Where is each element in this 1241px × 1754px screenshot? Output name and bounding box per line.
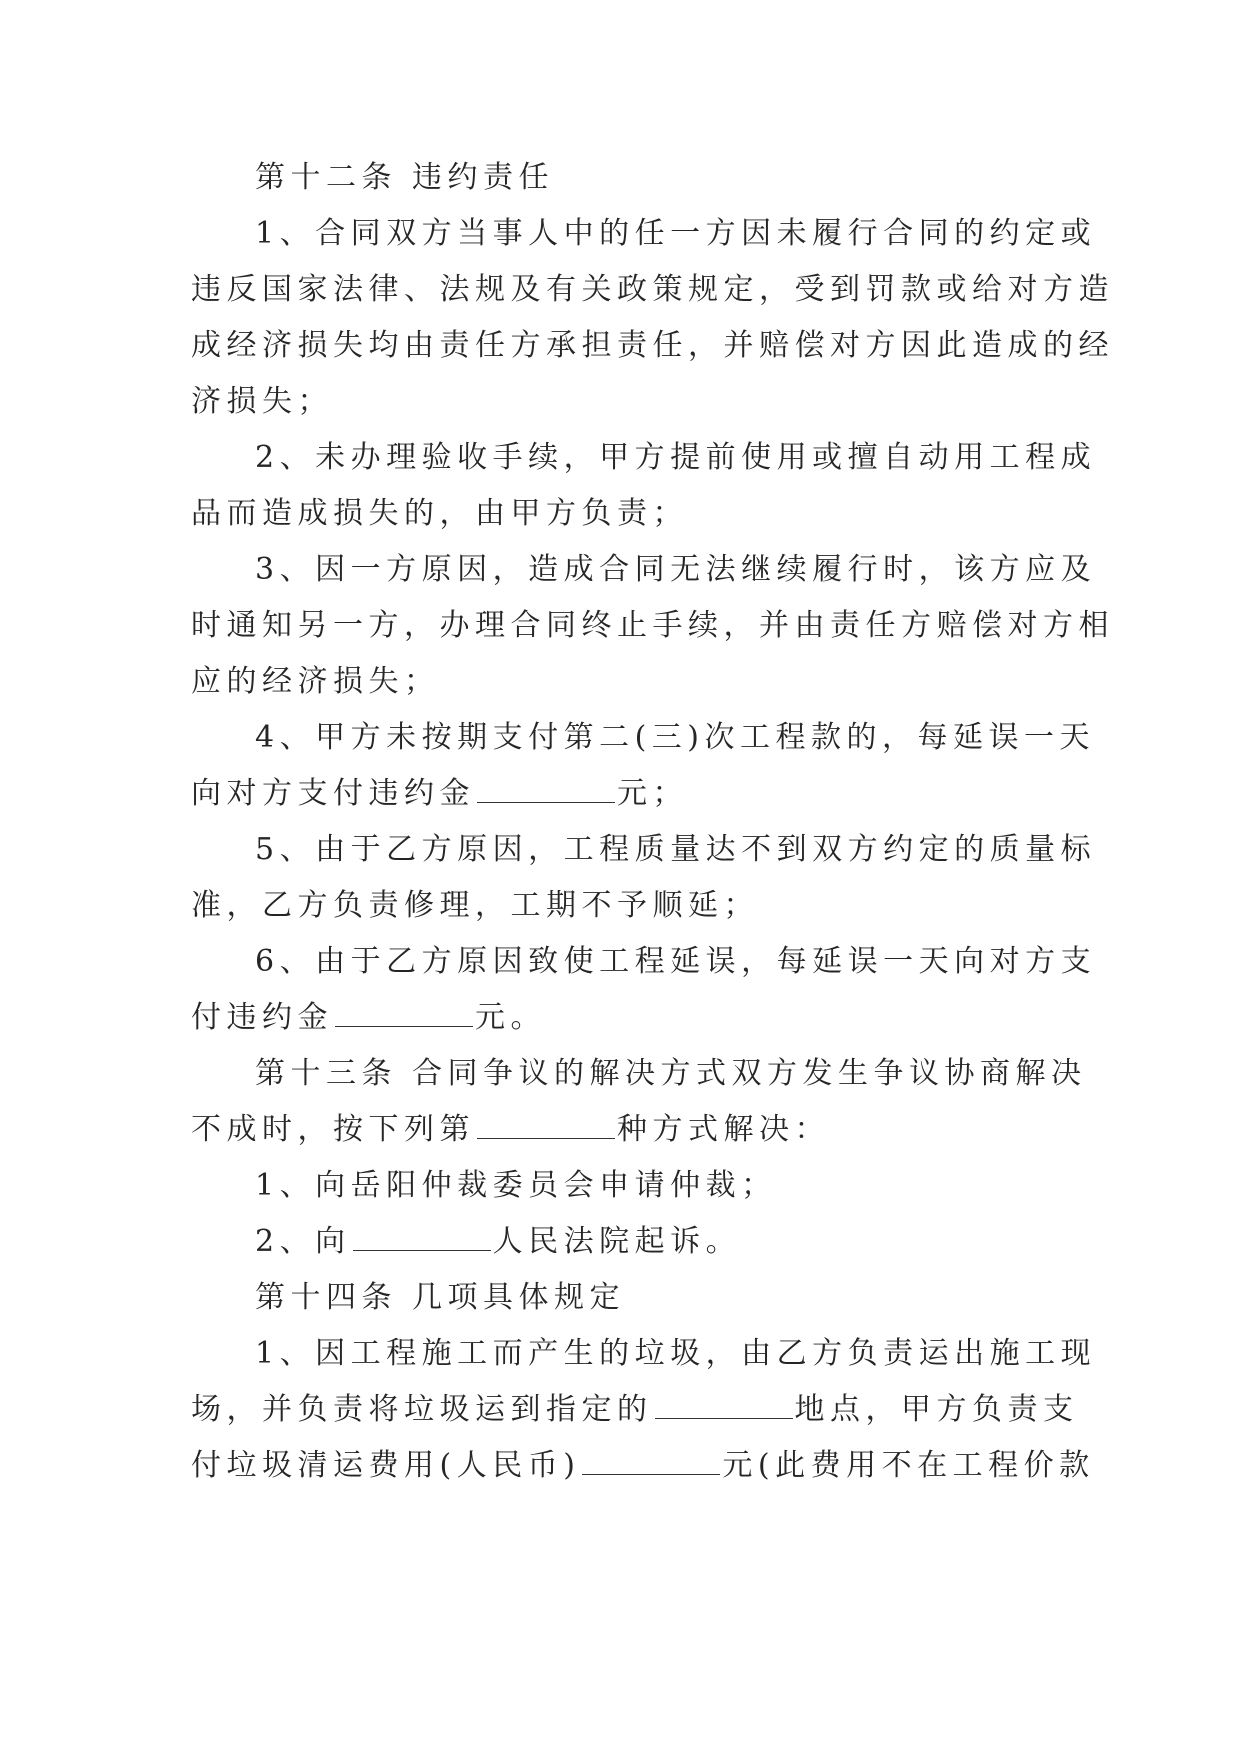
text-line: [191, 262, 1114, 318]
text-segment: 付违约金: [191, 1000, 333, 1035]
text-segment: 第十三条 合同争议的解决方式双方发生争议协商解决: [255, 1056, 1087, 1091]
fill-in-blank: [353, 1220, 491, 1251]
text-segment: 场，并负责将垃圾运到指定的: [191, 1392, 653, 1427]
text-line: [191, 1438, 1095, 1494]
text-line: [191, 1214, 1053, 1270]
text-line: [191, 1326, 1097, 1382]
text-segment: 元。: [475, 1000, 546, 1035]
text-segment: 时通知另一方，办理合同终止手续，并由责任方赔偿对方相: [191, 608, 1114, 643]
fill-in-blank: [335, 996, 473, 1027]
text-line: [191, 934, 1097, 990]
text-segment: 违反国家法律、法规及有关政策规定，受到罚款或给对方造: [191, 272, 1114, 307]
text-line: [191, 374, 1053, 430]
text-line: [191, 150, 1053, 206]
text-segment: 济损失；: [191, 384, 333, 419]
text-segment: 1、因工程施工而产生的垃圾，由乙方负责运出施工现: [255, 1336, 1097, 1371]
text-segment: 地点，甲方负责支: [794, 1392, 1079, 1427]
text-line: [191, 1382, 1079, 1438]
text-line: [191, 1046, 1087, 1102]
text-segment: 元(此费用不在工程价款: [722, 1448, 1095, 1483]
text-line: [191, 766, 1053, 822]
text-segment: 品而造成损失的，由甲方负责；: [191, 496, 688, 531]
fill-in-blank: [477, 772, 615, 803]
document-page: [191, 150, 1114, 1494]
text-segment: 应的经济损失；: [191, 664, 440, 699]
text-segment: 1、合同双方当事人中的任一方因未履行合同的约定或: [255, 216, 1097, 251]
text-segment: 第十四条 几项具体规定: [255, 1280, 626, 1315]
text-segment: 人民法院起诉。: [492, 1224, 742, 1259]
text-line: [191, 206, 1097, 262]
text-line: [191, 822, 1097, 878]
text-line: [191, 1158, 1053, 1214]
text-line: [191, 318, 1114, 374]
text-line: [191, 1270, 1053, 1326]
text-line: [191, 654, 1053, 710]
text-segment: 种方式解决：: [617, 1112, 830, 1147]
text-line: [191, 542, 1097, 598]
text-segment: 成经济损失均由责任方承担责任，并赔偿对方因此造成的经: [191, 328, 1114, 363]
text-line: [191, 710, 1095, 766]
text-segment: 1、向岳阳仲裁委员会申请仲裁；: [255, 1168, 777, 1203]
text-line: [191, 486, 1053, 542]
fill-in-blank: [477, 1108, 615, 1139]
text-segment: 2、向: [255, 1224, 351, 1259]
text-line: [191, 598, 1114, 654]
fill-in-blank: [655, 1388, 793, 1419]
fill-in-blank: [582, 1444, 720, 1475]
text-line: [191, 1102, 1053, 1158]
text-line: [191, 878, 1053, 934]
text-segment: 5、由于乙方原因，工程质量达不到双方约定的质量标: [255, 832, 1097, 867]
text-line: [191, 990, 1053, 1046]
text-segment: 6、由于乙方原因致使工程延误，每延误一天向对方支: [255, 944, 1097, 979]
text-segment: 4、甲方未按期支付第二(三)次工程款的，每延误一天: [255, 720, 1095, 755]
text-segment: 3、因一方原因，造成合同无法继续履行时，该方应及: [255, 552, 1097, 587]
text-segment: 元；: [617, 776, 688, 811]
text-line: [191, 430, 1097, 486]
text-segment: 第十二条 违约责任: [255, 160, 555, 195]
text-segment: 不成时，按下列第: [191, 1112, 475, 1147]
text-segment: 付垃圾清运费用(人民币): [191, 1448, 581, 1483]
text-segment: 2、未办理验收手续，甲方提前使用或擅自动用工程成: [255, 440, 1097, 475]
text-segment: 准，乙方负责修理，工期不予顺延；: [191, 888, 759, 923]
text-segment: 向对方支付违约金: [191, 776, 475, 811]
